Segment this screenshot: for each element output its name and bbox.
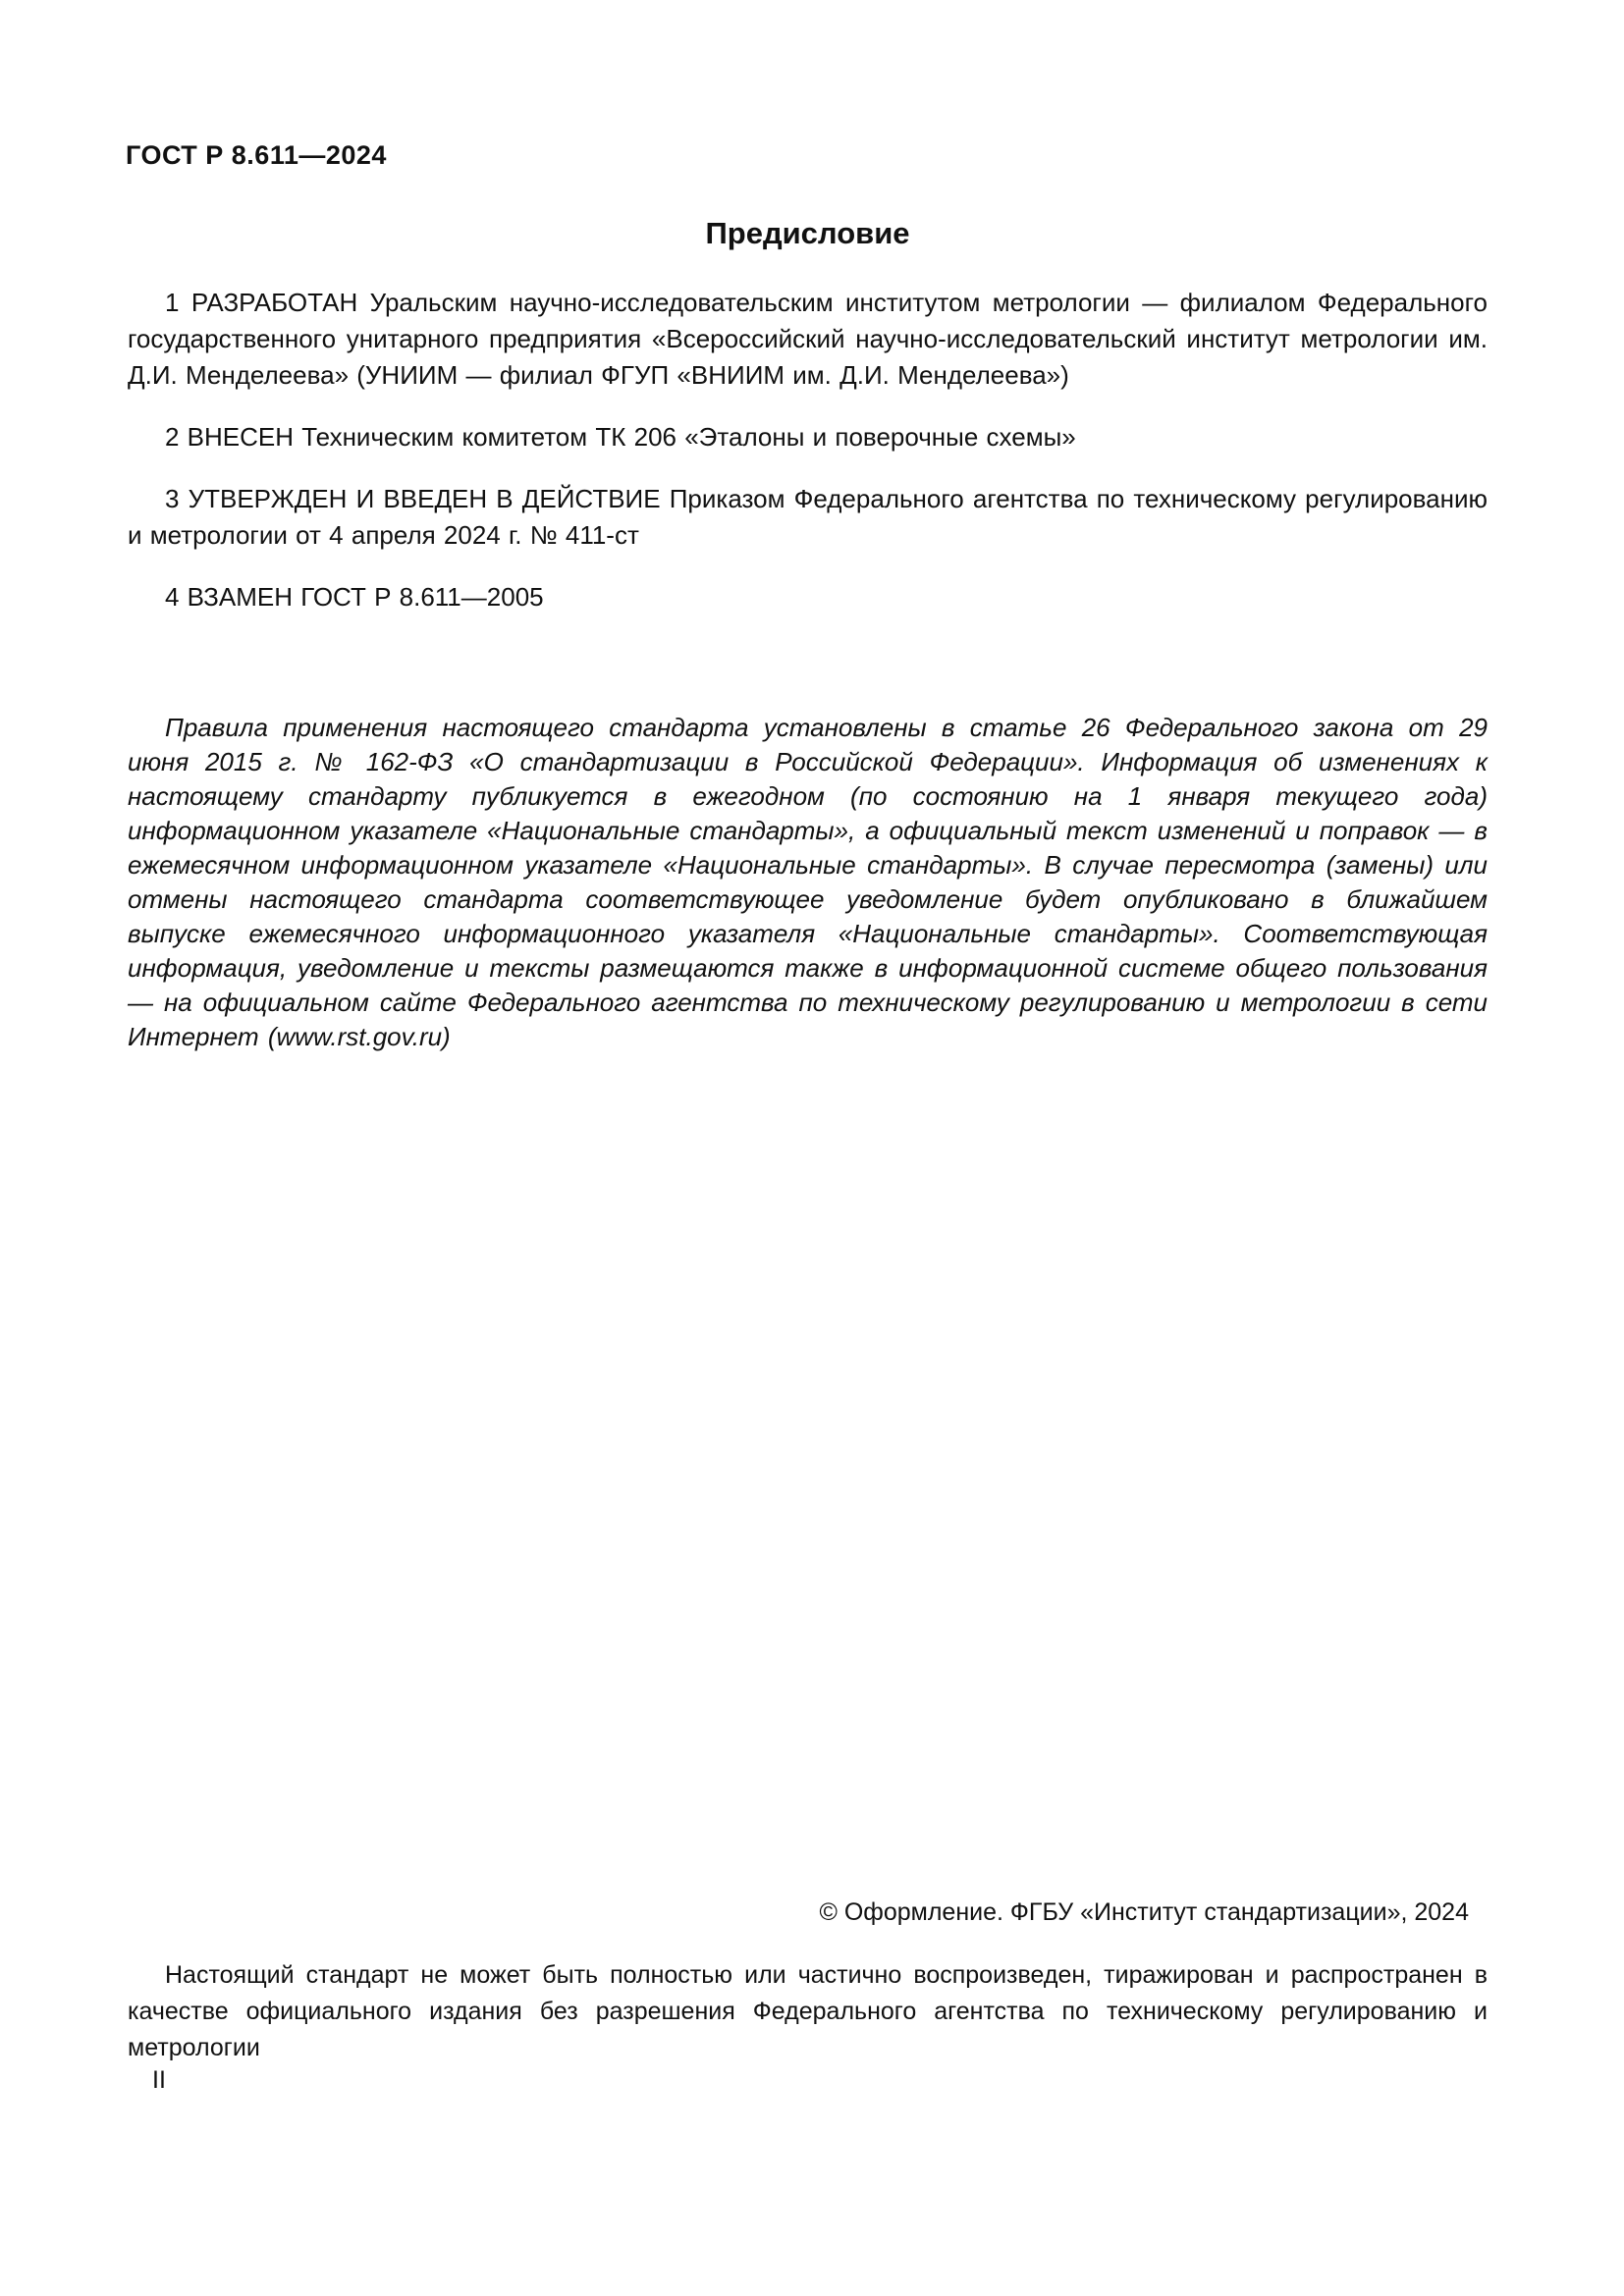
- foreword-item-developed: 1 РАЗРАБОТАН Уральским научно-исследовательским институтом метрологии — филиалом Федерального государственного унитарного предприятия «Всероссийский научно-исследовательский институт метрологии им. Д.И. Менделеева» (УНИИМ — филиал ФГУП «ВНИИМ им. Д.И. Менделеева»): [128, 288, 1488, 390]
- reproduction-restriction: Настоящий стандарт не может быть полностью или частично воспроизведен, тиражирован и распространен в качестве официального издания без разрешения Федерального агентства по техническому регулированию и метрологии: [128, 1961, 1488, 2061]
- foreword-item-replaces: 4 ВЗАМЕН ГОСТ Р 8.611—2005: [165, 582, 544, 612]
- copyright-notice: © Оформление. ФГБУ «Институт стандартизации», 2024: [819, 1898, 1469, 1926]
- document-code: ГОСТ Р 8.611—2024: [126, 140, 387, 170]
- foreword-item-submitted: 2 ВНЕСЕН Техническим комитетом ТК 206 «Эталоны и поверочные схемы»: [165, 422, 1076, 452]
- page-number: II: [152, 2066, 166, 2094]
- application-rules-text: Правила применения настоящего стандарта установлены в статье 26 Федерального закона от 29 июня 2015 г. № 162-ФЗ «О стандартизации в Российской Федерации». Информация об изменениях к настоящему стандарту публикуется в ежегодном (по состоянию на 1 января текущего года) информационном указателе «Национальные стандарты», а официальный текст изменений и поправок — в ежемесячном информационном указателе «Национальные стандарты». В случае пересмотра (замены) или отмены настоящего стандарта соответствующее уведомление будет опубликовано в ближайшем выпуске ежемесячного информационного указателя «Национальные стандарты». Соответствующая информация, уведомление и тексты размещаются также в информационной системе общего пользования — на официальном сайте Федерального агентства по техническому регулированию и метрологии в сети Интернет (www.rst.gov.ru): [128, 713, 1488, 1051]
- section-title: Предисловие: [705, 216, 910, 250]
- foreword-items: [128, 285, 1488, 641]
- application-rules-section: [128, 711, 1488, 1054]
- foreword-item-approved: 3 УТВЕРЖДЕН И ВВЕДЕН В ДЕЙСТВИЕ Приказом Федерального агентства по техническому регулированию и метрологии от 4 апреля 2024 г. № 411-ст: [128, 484, 1488, 550]
